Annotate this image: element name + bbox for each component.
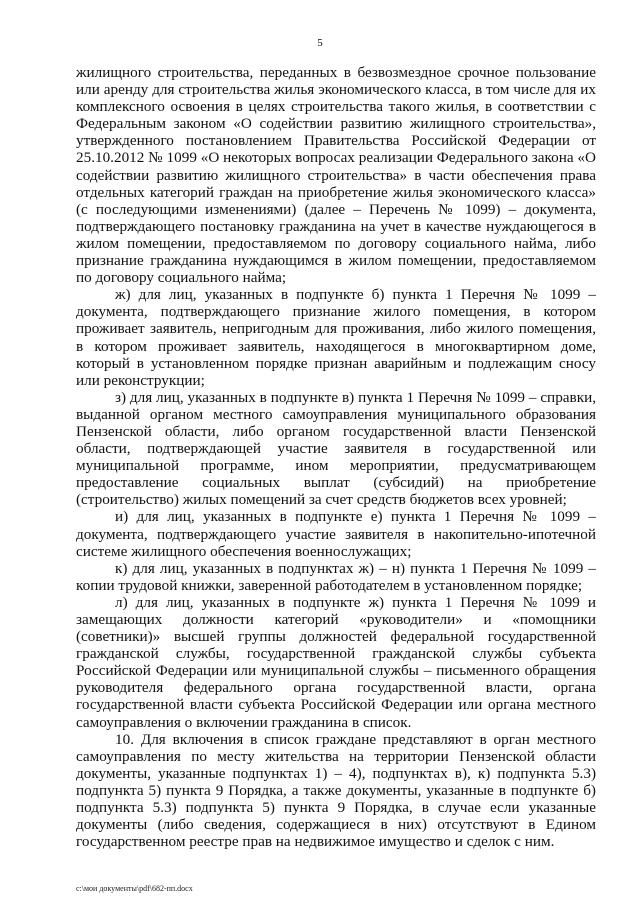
document-body	[76, 64, 596, 850]
paragraph-item-zh: ж) для лиц, указанных в подпункте б) пункта 1 Перечня № 1099 – документа, подтверждающего признание жилого помещения, в котором проживает заявитель, непригодным для проживания, либо жилого помещения, в котором проживает заявитель, находящегося в многоквартирном доме, который в установленном порядке признан аварийным и подлежащим сносу или реконструкции;	[76, 286, 596, 389]
paragraph-section-10: 10. Для включения в список граждане представляют в орган местного самоуправления по месту жительства на территории Пензенской области документы, указанные подпунктах 1) – 4), подпунктах в), к) подпункта 5.3) подпункта 5) пункта 9 Порядка, а также документы, указанные в подпункте б) подпункта 5.3) подпункта 5) пункта 9 Порядка, в случае если указанные документы (либо сведения, содержащиеся в них) отсутствуют в Едином государственном реестре прав на недвижимое имущество и сделок с ним.	[76, 730, 596, 851]
page-number: 5	[317, 37, 323, 49]
paragraph-item-k: к) для лиц, указанных в подпунктах ж) – н) пункта 1 Перечня № 1099 – копии трудовой книжки, заверенной работодателем в установленном порядке;	[76, 559, 596, 594]
paragraph-item-i: и) для лиц, указанных в подпункте е) пункта 1 Перечня № 1099 – документа, подтверждающего участие заявителя в накопительно-ипотечной системе жилищного обеспечения военнослужащих;	[76, 508, 596, 560]
paragraph-continuation: жилищного строительства, переданных в безвозмездное срочное пользование или аренду для строительства жилья экономического класса, в том числе для их комплексного освоения в целях строительства такого жилья, в соответствии с Федеральным законом «О содействии развитию жилищного строительства», утвержденного постановлением Правительства Российской Федерации от 25.10.2012 № 1099 «О некоторых вопросах реализации Федерального закона «О содействии развитию жилищного строительства» в части обеспечения права отдельных категорий граждан на приобретение жилья экономического класса» (с последующими изменениями) (далее – Перечень № 1099) – документа, подтверждающего постановку гражданина на учет в качестве нуждающегося в жилом помещении, предоставляемом по договору социального найма, либо признание гражданина нуждающимся в жилом помещении, предоставляемом по договору социального найма;	[76, 64, 596, 287]
paragraph-item-l: л) для лиц, указанных в подпункте ж) пункта 1 Перечня № 1099 и замещающих должности категорий «руководители» и «помощники (советники)» высшей группы должностей федеральной государственной гражданской службы, государственной гражданской службы субъекта Российской Федерации или муниципальной службы – письменного обращения руководителя федерального органа государственной власти, органа государственной власти субъекта Российской Федерации или органа местного самоуправления о включении гражданина в список.	[76, 593, 596, 731]
paragraph-item-z: з) для лиц, указанных в подпункте в) пункта 1 Перечня № 1099 – справки, выданной органом местного самоуправления муниципального образования Пензенской области, либо органом государственной власти Пензенской области, подтверждающей участие заявителя в государственной или муниципальной программе, ином мероприятии, предусматривающем предоставление социальных выплат (субсидий) на приобретение (строительство) жилых помещений за счет средств бюджетов всех уровней;	[76, 388, 596, 509]
footer-file-path: c:\мои документы\pdf\682-пп.docx	[76, 884, 193, 893]
